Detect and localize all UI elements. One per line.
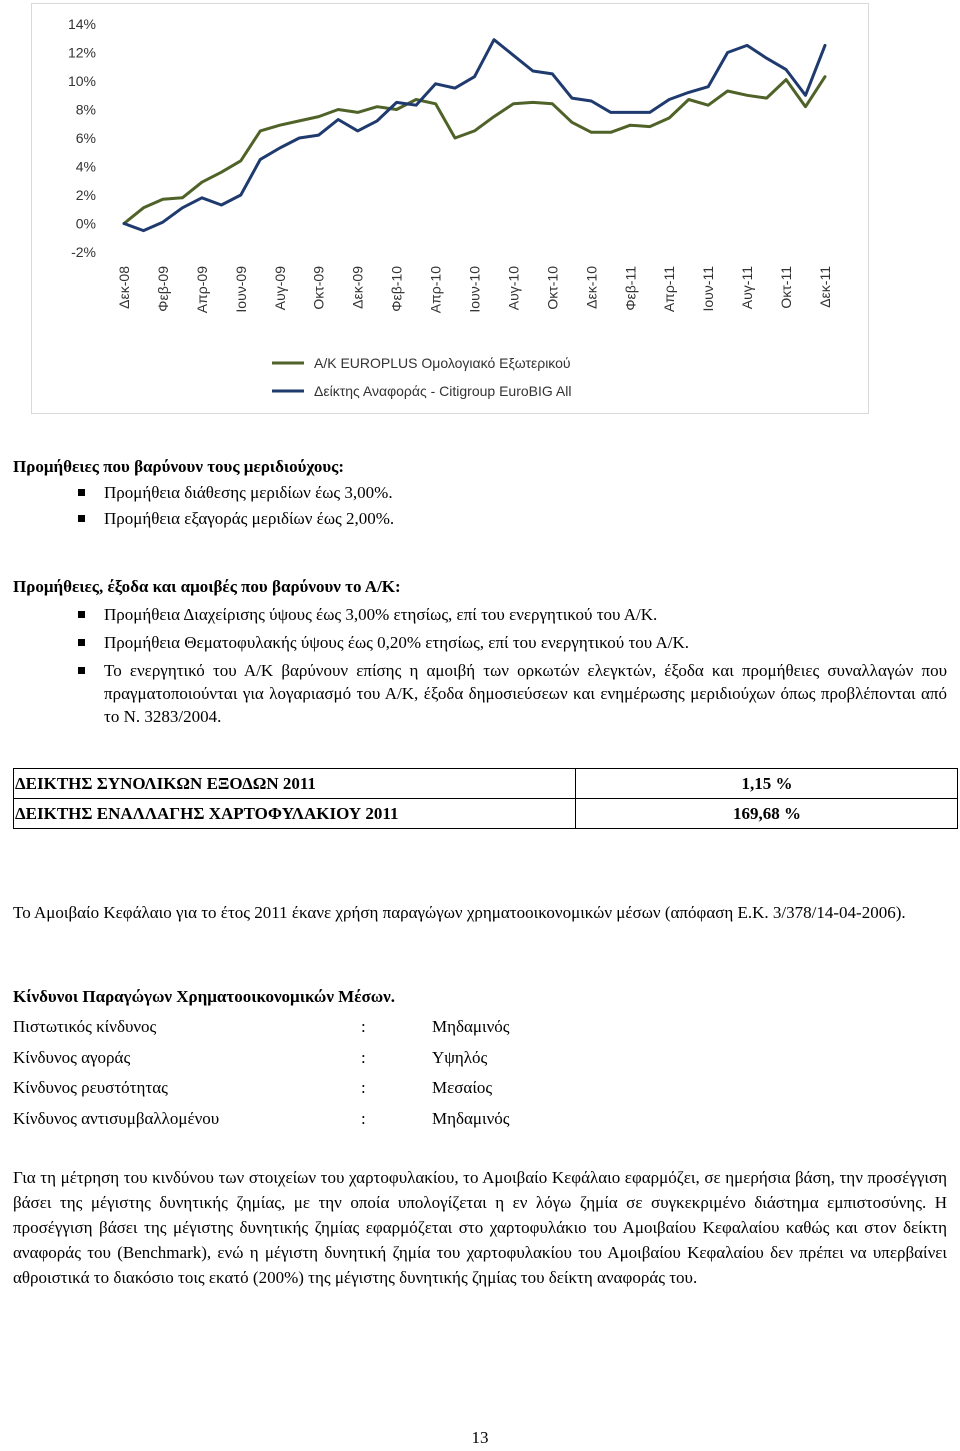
x-tick-label: Απρ-11 <box>661 266 678 313</box>
x-tick-label: Φεβ-10 <box>388 266 405 312</box>
risks-title: Κίνδυνοι Παραγώγων Χρηματοοικονομικών Μέσων. <box>13 987 396 1006</box>
y-tick-label: 2% <box>75 187 96 203</box>
risk-separator: : <box>361 1047 366 1067</box>
list-item <box>13 1043 713 1074</box>
x-tick-label: Αυγ-10 <box>505 266 522 311</box>
risk-separator: : <box>361 1017 366 1036</box>
performance-chart <box>31 3 869 414</box>
x-tick-label: Ιουν-09 <box>232 266 249 313</box>
square-bullet-icon <box>78 515 85 522</box>
fund-fees-title: Προμήθειες, έξοδα και αμοιβές που βαρύνουν το Α/Κ: <box>13 577 401 596</box>
y-tick-label: 14% <box>67 16 96 32</box>
risk-label: Κίνδυνος αντισυμβαλλομένου <box>13 1108 220 1128</box>
holder-fees-title: Προμήθειες που βαρύνουν τους μεριδιούχους: <box>13 457 345 476</box>
list-item <box>13 1012 713 1043</box>
risk-label: Κίνδυνος ρευστότητας <box>13 1078 168 1097</box>
index-value: 1,15 % <box>576 769 958 799</box>
fund-fees-section <box>13 575 947 728</box>
x-tick-label: Αυγ-11 <box>739 266 756 310</box>
x-tick-label: Οκτ-09 <box>310 266 327 310</box>
risk-separator: : <box>361 1078 366 1097</box>
x-tick-label: Δεκ-10 <box>583 266 600 309</box>
x-tick-label: Δεκ-09 <box>349 266 366 309</box>
y-tick-label: 4% <box>75 158 96 175</box>
list-item <box>13 1073 713 1104</box>
risk-label: Πιστωτικός κίνδυνος <box>13 1017 157 1036</box>
square-bullet-icon <box>78 611 85 618</box>
square-bullet-icon <box>78 667 85 674</box>
risk-measurement-paragraph: Για τη μέτρηση του κινδύνου των στοιχείων του χαρτοφυλακίου, το Αμοιβαίο Κεφάλαιο εφαρμόζει, σε ημερήσια βάση, την προσέγγιση βάσει της μέγιστης δυνητικής ζημίας, με την οποία υπολογίζεται η εν λόγω ζημία σε συγκεκριμένο διάστημα εμπιστοσύνης. Η προσέγγιση βάσει της μέγιστης δυνητικής ζημίας εφαρμόζεται στο χαρτοφυλάκιο του Αμοιβαίου Κεφαλαίου καθώς και στον δείκτη αναφοράς του (Benchmark), ενώ η μέγιστη δυνητική ζημία του χαρτοφυλακίου του Αμοιβαίου Κεφαλαίου δεν πρέπει να υπερβαίνει αθροιστικά το διακόσιο τοις εκατό (200%) της μέγιστης δυνητικής ζημίας του δείκτη αναφοράς του. <box>13 1168 947 1287</box>
index-value: 169,68 % <box>576 799 958 829</box>
risk-value: Μηδαμινός <box>432 1017 510 1036</box>
y-tick-label: 6% <box>75 130 96 146</box>
y-tick-label: -2% <box>71 244 96 260</box>
y-tick-label: 8% <box>75 101 96 118</box>
table-row <box>14 769 958 799</box>
legend-label: Δείκτης Αναφοράς - Citigroup EuroBIG All <box>314 383 572 399</box>
risk-separator: : <box>361 1108 366 1128</box>
x-tick-label: Φεβ-09 <box>154 266 171 312</box>
risk-label: Κίνδυνος αγοράς <box>13 1047 131 1067</box>
square-bullet-icon <box>78 489 85 496</box>
square-bullet-icon <box>78 639 85 646</box>
x-tick-label: Ιουν-11 <box>700 266 717 312</box>
x-tick-label: Οκτ-11 <box>778 266 795 309</box>
x-tick-label: Αυγ-09 <box>271 266 288 311</box>
table-row <box>14 799 958 829</box>
x-tick-label: Ιουν-10 <box>466 266 483 313</box>
expense-indices-table <box>13 768 958 829</box>
fund-fee-item: Προμήθεια Διαχείρισης ύψους έως 3,00% ετησίως, επί του ενεργητικού του Α/Κ. <box>13 603 947 626</box>
derivatives-paragraph: Το Αμοιβαίο Κεφάλαιο για το έτος 2011 έκανε χρήση παραγώγων χρηματοοικονομικών μέσων (απόφαση Ε.Κ. 3/378/14-04-2006). <box>13 903 906 922</box>
list-item <box>13 1104 713 1135</box>
holder-fee-item: Προμήθεια διάθεσης μεριδίων έως 3,00%. <box>13 481 947 504</box>
index-label: ΔΕΙΚΤΗΣ ΕΝΑΛΛΑΓΗΣ ΧΑΡΤΟΦΥΛΑΚΙΟΥ 2011 <box>14 799 576 829</box>
y-tick-label: 10% <box>67 73 96 89</box>
line-chart-svg <box>32 4 868 413</box>
x-tick-label: Δεκ-08 <box>116 266 132 309</box>
x-tick-label: Απρ-10 <box>427 266 444 314</box>
fund-fee-item: Προμήθεια Θεματοφυλακής ύψους έως 0,20% ετησίως, επί του ενεργητικού του Α/Κ. <box>13 631 947 654</box>
x-tick-label: Οκτ-10 <box>544 266 561 310</box>
index-label: ΔΕΙΚΤΗΣ ΣΥΝΟΛΙΚΩΝ ΕΞΟΔΩΝ 2011 <box>14 769 576 799</box>
risk-list <box>13 1012 713 1134</box>
page-number: 13 <box>471 1428 489 1447</box>
legend-label: Α/Κ EUROPLUS Ομολογιακό Εξωτερικού <box>314 355 571 371</box>
risk-value: Μηδαμινός <box>432 1108 510 1128</box>
series-line <box>124 40 825 231</box>
holder-fees-section <box>13 455 947 530</box>
risk-value: Μεσαίος <box>432 1078 493 1097</box>
y-tick-label: 0% <box>75 215 96 232</box>
y-tick-label: 12% <box>67 44 96 61</box>
x-tick-label: Φεβ-11 <box>622 266 639 311</box>
holder-fee-item: Προμήθεια εξαγοράς μεριδίων έως 2,00%. <box>13 507 947 530</box>
fund-fee-item: Το ενεργητικό του Α/Κ βαρύνουν επίσης η αμοιβή των ορκωτών ελεγκτών, έξοδα και προμήθειες συναλλαγών που πραγματοποιούνται για λογαριασμό του Α/Κ, έξοδα δημοσιεύσεων και ενημέρωσης μεριδιούχων όπως προβλέπονται από το Ν. 3283/2004. <box>13 659 947 728</box>
x-tick-label: Απρ-09 <box>193 266 210 314</box>
x-tick-label: Δεκ-11 <box>817 266 833 308</box>
risk-value: Υψηλός <box>432 1047 488 1067</box>
